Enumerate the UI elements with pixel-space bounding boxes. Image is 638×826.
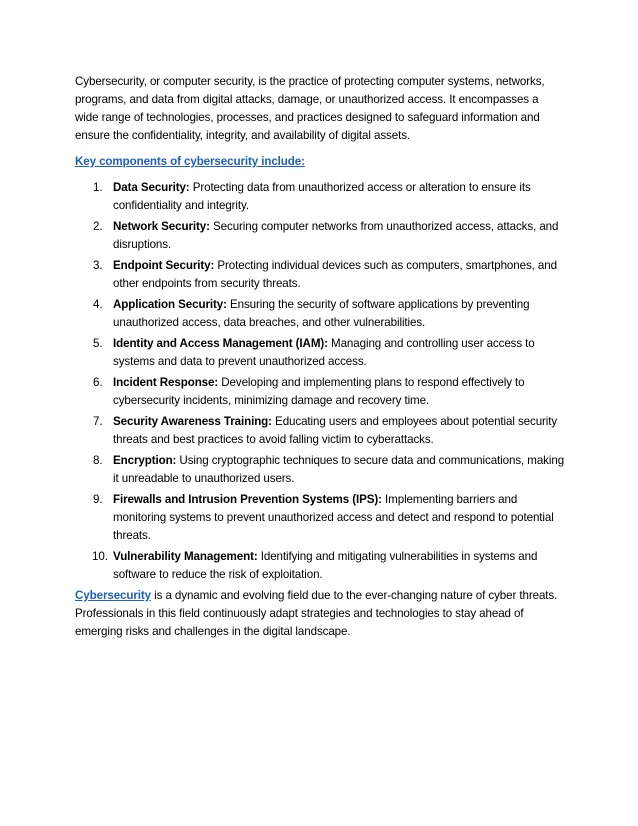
list-item-term: Security Awareness Training: — [113, 415, 272, 428]
document-page — [75, 73, 565, 641]
list-item-description: Managing and controlling user access to systems and data to prevent unauthorized access. — [113, 337, 535, 368]
list-item — [75, 218, 565, 254]
cybersecurity-link[interactable]: Cybersecurity — [75, 589, 152, 602]
list-item — [75, 257, 565, 293]
list-item-number: 9. — [93, 493, 103, 506]
list-item-number: 10. — [92, 550, 108, 563]
intro-paragraph: Cybersecurity, or computer security, is the practice of protecting computer systems, networks, programs, and data from digital attacks, damage, or unauthorized access. It encompasses a wide range of technologies, processes, and practices designed to safeguard information and ensure the confidentiality, integrity, and availability of digital assets. — [75, 75, 545, 142]
list-item — [75, 374, 565, 410]
list-item-number: 4. — [93, 298, 103, 311]
list-item — [75, 452, 565, 488]
list-item-description: Developing and implementing plans to respond effectively to cybersecurity incidents, minimizing damage and recovery time. — [113, 376, 525, 407]
components-list — [75, 179, 565, 584]
list-item-number: 1. — [93, 181, 103, 194]
list-item-description: Educating users and employees about potential security threats and best practices to avoid falling victim to cyberattacks. — [113, 415, 558, 446]
list-item-term: Application Security: — [113, 298, 227, 311]
list-item-description: Protecting data from unauthorized access or alteration to ensure its confidentiality and integrity. — [113, 181, 531, 212]
list-item-term: Encryption: — [113, 454, 177, 467]
list-item — [75, 413, 565, 449]
components-heading[interactable]: Key components of cybersecurity include: — [75, 155, 305, 168]
list-item-description: Securing computer networks from unauthorized access, attacks, and disruptions. — [113, 220, 559, 251]
list-item-term: Endpoint Security: — [113, 259, 215, 272]
list-item-number: 5. — [93, 337, 103, 350]
list-item — [75, 335, 565, 371]
list-item — [75, 548, 565, 584]
outro-text: is a dynamic and evolving field due to the ever-changing nature of cyber threats. Professionals in this field continuously adapt strategies and technologies to stay ahead of emerging risks and challenges in the digital landscape. — [75, 589, 558, 638]
list-item-number: 2. — [93, 220, 103, 233]
list-item-description: Ensuring the security of software applications by preventing unauthorized access, data breaches, and other vulnerabilities. — [113, 298, 530, 329]
list-item-term: Incident Response: — [113, 376, 219, 389]
list-item-number: 7. — [93, 415, 103, 428]
list-item-term: Network Security: — [113, 220, 210, 233]
list-item-number: 3. — [93, 259, 103, 272]
list-item — [75, 491, 565, 545]
list-item-description: Implementing barriers and monitoring systems to prevent unauthorized access and detect and respond to potential threats. — [113, 493, 554, 542]
list-item-description: Using cryptographic techniques to secure data and communications, making it unreadable to unauthorized users. — [113, 454, 565, 485]
list-item — [75, 296, 565, 332]
list-item-term: Vulnerability Management: — [113, 550, 258, 563]
list-item-number: 6. — [93, 376, 103, 389]
outro-paragraph — [75, 587, 565, 641]
list-item-description: Identifying and mitigating vulnerabilities in systems and software to reduce the risk of exploitation. — [113, 550, 538, 581]
list-item-term: Data Security: — [113, 181, 190, 194]
list-item-term: Firewalls and Intrusion Prevention Systems (IPS): — [113, 493, 382, 506]
list-item-description: Protecting individual devices such as computers, smartphones, and other endpoints from security threats. — [113, 259, 557, 290]
list-item — [75, 179, 565, 215]
list-item-term: Identity and Access Management (IAM): — [113, 337, 328, 350]
list-item-number: 8. — [93, 454, 103, 467]
